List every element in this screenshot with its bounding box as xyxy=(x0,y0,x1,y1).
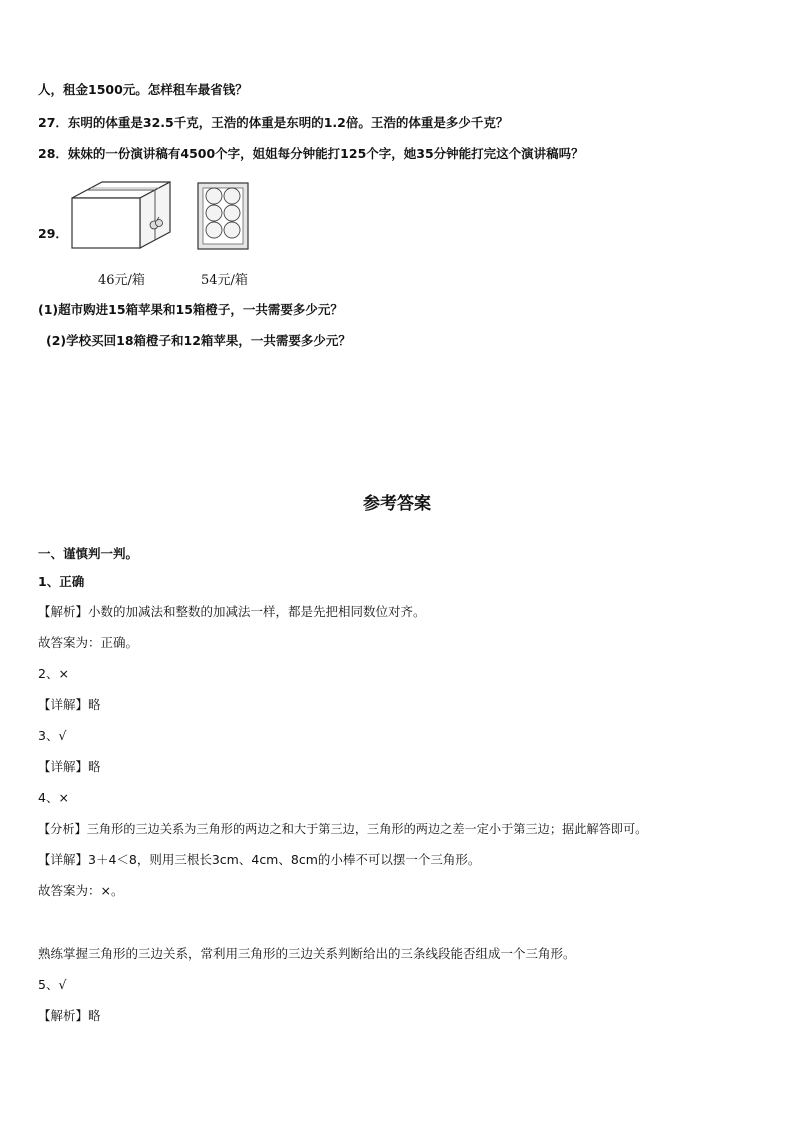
orange-box-illustration xyxy=(195,180,251,252)
answer-4-conclusion: 故答案为：×。 xyxy=(38,883,124,898)
question-29-label: 29． xyxy=(38,226,68,241)
answer-4-analysis: 【分析】三角形的三边关系为三角形的两边之和大于第三边，三角形的两边之差一定小于第三边；据此解答即可。 xyxy=(38,822,648,836)
answers-title: 参考答案 xyxy=(363,494,431,514)
apple-box-illustration xyxy=(68,180,174,252)
answer-2: 2、× xyxy=(38,666,69,681)
orange-price-caption: 54元/箱 xyxy=(201,273,248,288)
question-27: 27．东明的体重是32.5千克，王浩的体重是东明的1.2倍。王浩的体重是多少千克？ xyxy=(38,115,509,130)
answer-3: 3、√ xyxy=(38,728,67,743)
question-26-tail: 人，租金1500元。怎样租车最省钱？ xyxy=(38,82,248,97)
question-29-sub1: (1)超市购进15箱苹果和15箱橙子，一共需要多少元？ xyxy=(38,302,343,317)
answer-2-detail: 【详解】略 xyxy=(38,697,101,712)
answer-1-conclusion: 故答案为：正确。 xyxy=(38,635,139,650)
answers-section-1-heading: 一、谨慎判一判。 xyxy=(38,546,139,561)
answer-4: 4、× xyxy=(38,790,69,805)
answer-4-detail: 【详解】3＋4＜8，则用三根长3cm、4cm、8cm的小棒不可以摆一个三角形。 xyxy=(38,852,481,867)
apple-price-caption: 46元/箱 xyxy=(98,273,145,288)
answer-1: 1、正确 xyxy=(38,574,85,589)
answer-1-analysis: 【解析】小数的加减法和整数的加减法一样，都是先把相同数位对齐。 xyxy=(38,604,426,619)
question-28: 28．妹妹的一份演讲稿有4500个字，姐姐每分钟能打125个字，她35分钟能打完这个演讲稿吗？ xyxy=(38,146,584,161)
answer-5: 5、√ xyxy=(38,977,67,992)
question-29-sub2: (2)学校买回18箱橙子和12箱苹果，一共需要多少元？ xyxy=(46,333,351,348)
answer-3-detail: 【详解】略 xyxy=(38,759,101,774)
answer-4-note: 熟练掌握三角形的三边关系，常利用三角形的三边关系判断给出的三条线段能否组成一个三角形。 xyxy=(38,946,576,961)
answer-5-analysis: 【解析】略 xyxy=(38,1008,101,1023)
